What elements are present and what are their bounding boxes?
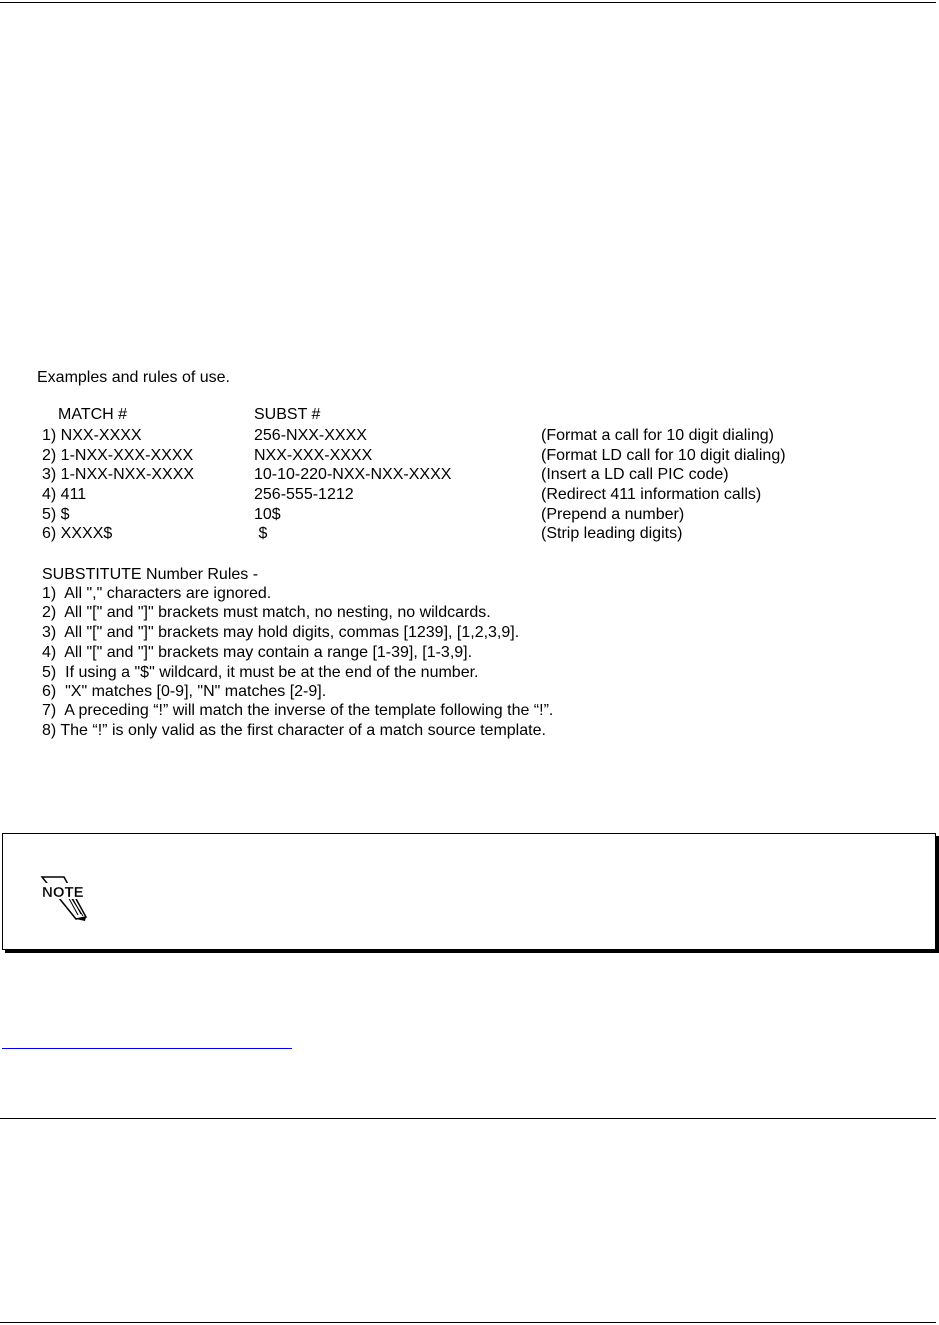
- column-header-subst: SUBST #: [254, 406, 321, 423]
- note-icon-label: NOTE: [42, 884, 84, 901]
- examples-heading: Examples and rules of use.: [37, 369, 230, 386]
- subst-cell: 256-555-1212: [254, 486, 354, 503]
- match-cell: 3) 1-NXX-NXX-XXXX: [42, 466, 195, 483]
- rule-item: 2) All "[" and "]" brackets must match, no nesting, no wildcards.: [42, 604, 491, 621]
- match-cell: 2) 1-NXX-XXX-XXXX: [42, 447, 194, 464]
- rule-item: 3) All "[" and "]" brackets may hold digits, commas [1239], [1,2,3,9].: [42, 624, 520, 641]
- match-cell: 1) NXX-XXXX: [42, 427, 142, 444]
- description-cell: (Format LD call for 10 digit dialing): [541, 447, 786, 464]
- match-cell: 6) XXXX$: [42, 525, 113, 542]
- subst-cell: 10-10-220-NXX-NXX-XXXX: [254, 466, 452, 483]
- section-rule: [0, 1118, 936, 1119]
- subst-cell: $: [254, 525, 268, 542]
- rule-item: 7) A preceding “!” will match the inverse of the template following the “!”.: [42, 702, 554, 719]
- subst-cell: 256-NXX-XXXX: [254, 427, 367, 444]
- subst-cell: NXX-XXX-XXXX: [254, 447, 373, 464]
- column-header-match: MATCH #: [58, 406, 128, 423]
- description-cell: (Insert a LD call PIC code): [541, 466, 729, 483]
- description-cell: (Redirect 411 information calls): [541, 486, 762, 503]
- match-cell: 5) $: [42, 506, 70, 523]
- rules-title: SUBSTITUTE Number Rules -: [42, 566, 259, 583]
- note-pencil-icon: [38, 873, 88, 921]
- rule-item: 8) The “!” is only valid as the first character of a match source template.: [42, 722, 546, 739]
- description-cell: (Prepend a number): [541, 506, 685, 523]
- rule-item: 5) If using a "$" wildcard, it must be at the end of the number.: [42, 664, 479, 681]
- bottom-rule: [0, 1322, 936, 1323]
- description-cell: (Strip leading digits): [541, 525, 683, 542]
- subst-cell: 10$: [254, 506, 281, 523]
- top-rule: [0, 2, 936, 3]
- link-underline: [2, 1048, 292, 1049]
- rule-item: 6) "X" matches [0-9], "N" matches [2-9].: [42, 683, 327, 700]
- match-cell: 4) 411: [42, 486, 87, 503]
- rule-item: 4) All "[" and "]" brackets may contain a range [1-39], [1-3,9].: [42, 644, 473, 661]
- note-box: [2, 833, 936, 950]
- rule-item: 1) All "," characters are ignored.: [42, 585, 272, 602]
- description-cell: (Format a call for 10 digit dialing): [541, 427, 774, 444]
